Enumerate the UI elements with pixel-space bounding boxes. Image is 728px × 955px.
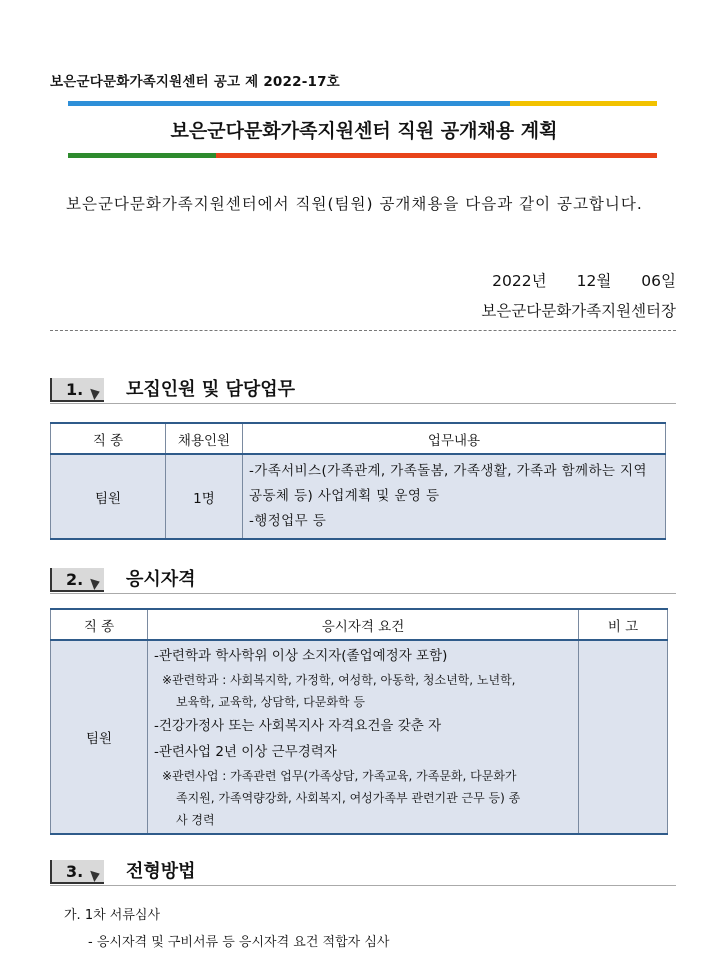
header-count: 채용인원 <box>166 423 243 454</box>
section-number: 1. <box>50 378 104 402</box>
requirement-note: ※관련학과 : 사회복지학, 가정학, 여성학, 아동학, 청소년학, 노년학, <box>162 673 516 687</box>
top-bar-yellow <box>510 101 657 106</box>
section-heading-3 <box>50 860 676 890</box>
header-job: 직 종 <box>51 423 166 454</box>
intro-paragraph: 보은군다문화가족지원센터에서 직원(팀원) 공개채용을 다음과 같이 공고합니다. <box>66 195 643 213</box>
dashed-divider <box>50 330 676 331</box>
organization-signature: 보은군다문화가족지원센터장 <box>481 302 676 320</box>
date-year: 2022년 <box>492 272 547 290</box>
cell-duties <box>243 454 666 539</box>
header-requirements: 응시자격 요건 <box>148 609 579 640</box>
requirement-note: 보육학, 교육학, 상담학, 다문화학 등 <box>176 695 365 709</box>
date-month: 12월 <box>576 272 612 290</box>
section-underline <box>50 403 676 404</box>
table-header-row <box>51 423 666 454</box>
page-title: 보은군다문화가족지원센터 직원 공개채용 계획 <box>170 120 558 142</box>
notice-number: 보은군다문화가족지원센터 공고 제 2022-17호 <box>50 74 340 90</box>
section-number: 2. <box>50 568 104 592</box>
cell-job: 팀원 <box>51 640 148 834</box>
duty-line: -행정업무 등 <box>249 513 327 529</box>
bottom-bar-green <box>68 153 216 158</box>
qualification-table <box>50 608 668 835</box>
section-heading-1 <box>50 378 676 408</box>
section-title: 전형방법 <box>126 861 196 882</box>
top-bar-blue <box>68 101 510 106</box>
cell-note <box>579 640 668 834</box>
section-underline <box>50 885 676 886</box>
date-day: 06일 <box>641 272 676 290</box>
screening-step-1: 가. 1차 서류심사 <box>64 908 161 923</box>
section-title: 모집인원 및 담당업무 <box>126 379 296 400</box>
section-underline <box>50 593 676 594</box>
requirement-note: 족지원, 가족역량강화, 사회복지, 여성가족부 관련기관 근무 등) 종 <box>176 791 521 805</box>
header-note: 비 고 <box>579 609 668 640</box>
table-row <box>51 454 666 539</box>
cell-count: 1명 <box>166 454 243 539</box>
requirement-item: -건강가정사 또는 사회복지사 자격요건을 갖춘 자 <box>154 718 442 734</box>
announcement-date <box>492 269 676 291</box>
cell-job: 팀원 <box>51 454 166 539</box>
header-job: 직 종 <box>51 609 148 640</box>
requirement-note: ※관련사업 : 가족관련 업무(가족상담, 가족교육, 가족문화, 다문화가 <box>162 769 517 783</box>
cell-requirements <box>148 640 579 834</box>
table-header-row <box>51 609 668 640</box>
requirement-note: 사 경력 <box>176 813 215 827</box>
header-duties: 업무내용 <box>243 423 666 454</box>
table-row <box>51 640 668 834</box>
section-title: 응시자격 <box>126 569 196 590</box>
duty-line: -가족서비스(가족관계, 가족돌봄, 가족생활, 가족과 함께하는 지역 공동체 등) 사업계획 및 운영 등 <box>249 463 647 504</box>
section-heading-2 <box>50 568 676 598</box>
requirement-item: -관련학과 학사학위 이상 소지자(졸업예정자 포함) <box>154 648 448 664</box>
screening-step-1-detail: - 응시자격 및 구비서류 등 응시자격 요건 적합자 심사 <box>88 935 390 950</box>
section-number: 3. <box>50 860 104 884</box>
requirement-item: -관련사업 2년 이상 근무경력자 <box>154 744 337 760</box>
recruitment-table <box>50 422 666 540</box>
bottom-bar-red <box>216 153 657 158</box>
